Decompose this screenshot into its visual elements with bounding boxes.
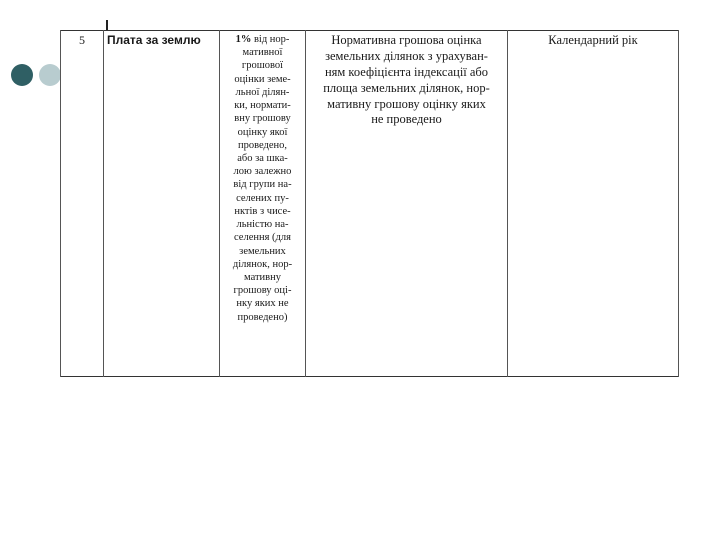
tax-rate-line: ділянок, нор- bbox=[232, 258, 293, 270]
tax-base-line: земельних ділянок з урахуван- bbox=[325, 48, 488, 63]
tax-rate-line: вну грошову bbox=[234, 113, 291, 125]
tax-base-line: не проведено bbox=[371, 112, 442, 127]
tax-rate-line: нку яких не bbox=[236, 298, 289, 310]
tax-rate-line: грошову оці- bbox=[233, 285, 292, 297]
table-row bbox=[61, 31, 679, 377]
tax-rate-line: оцінку якої bbox=[237, 126, 288, 138]
bullet-dot-dark bbox=[11, 64, 33, 86]
tax-rate-line: мативної bbox=[242, 47, 283, 59]
tax-table bbox=[60, 30, 679, 377]
tax-rate-line: нктів з чисе- bbox=[234, 205, 291, 217]
tax-rate-cell bbox=[220, 31, 306, 377]
tax-rate-line: селення (для bbox=[234, 232, 291, 244]
tax-rate-line: або за шка- bbox=[237, 152, 288, 164]
tax-rate-line: проведено, bbox=[237, 139, 288, 151]
tax-rate-line: проведено) bbox=[237, 311, 288, 323]
tax-rate-line: 1% від нор- bbox=[235, 34, 290, 45]
row-number: 5 bbox=[61, 31, 104, 377]
tax-rate-line: ки, нормати- bbox=[234, 100, 291, 112]
tax-rate-line: мативну bbox=[244, 271, 281, 283]
bullet-dot-light bbox=[39, 64, 61, 86]
tax-base-line: ням коефіцієнта індексації або bbox=[324, 64, 489, 79]
tax-base-line: мативну грошову оцінку яких bbox=[327, 96, 486, 111]
tax-base-cell bbox=[306, 31, 508, 377]
tax-rate-line: лою залежно bbox=[233, 166, 292, 178]
tax-rate-line: льної ділян- bbox=[235, 86, 290, 98]
corner-mark bbox=[106, 20, 108, 30]
tax-rate-line: оцінки земе- bbox=[234, 73, 291, 85]
tax-base-line: площа земельних ділянок, нор- bbox=[323, 80, 490, 95]
tax-rate-line: льністю на- bbox=[236, 219, 289, 231]
tax-rate-line: земельних bbox=[239, 245, 286, 257]
tax-name: Плата за землю bbox=[104, 31, 220, 377]
tax-rate-line: грошової bbox=[241, 60, 284, 72]
tax-rate-line: селених пу- bbox=[236, 192, 289, 204]
tax-rate-line: від групи на- bbox=[233, 179, 292, 191]
tax-base-line: Нормативна грошова оцінка bbox=[331, 33, 482, 47]
tax-period: Календарний рік bbox=[508, 31, 679, 377]
